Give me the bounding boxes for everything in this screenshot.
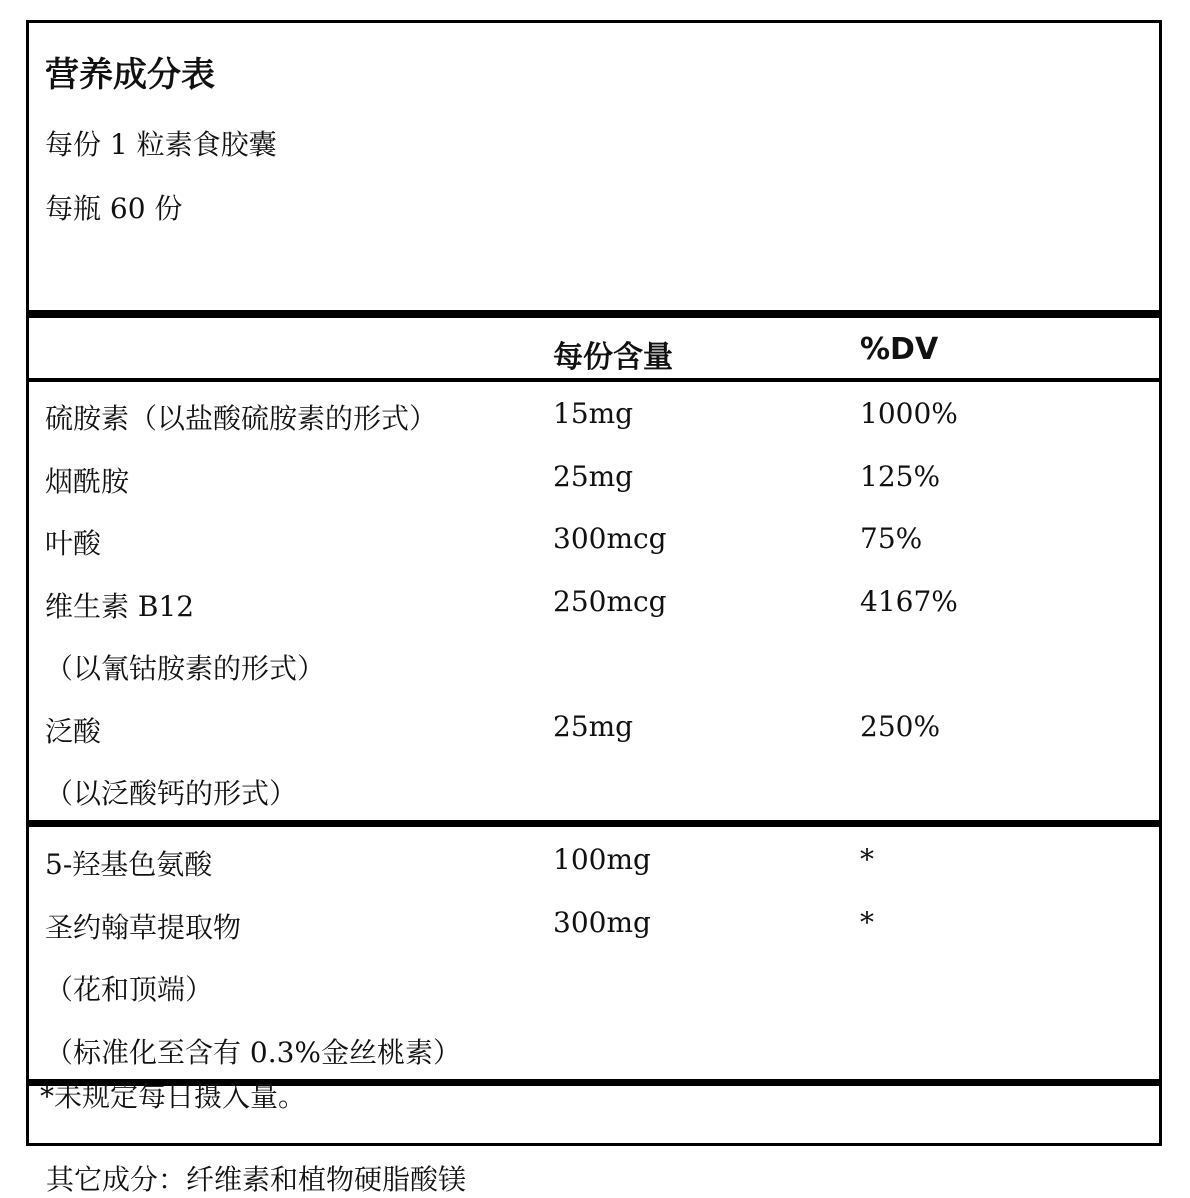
row-amount: 250mcg (553, 585, 667, 618)
footnote: *未规定每日摄入量。 (40, 1080, 307, 1113)
row-dv: 125% (860, 460, 941, 493)
row-dv: * (860, 843, 874, 876)
panel-title: 营养成分表 (45, 55, 215, 95)
row-name-detail: （花和顶端） (45, 973, 214, 1006)
thick-divider-top (29, 310, 1159, 318)
row-name: 烟酰胺 (45, 465, 130, 498)
row-name: 叶酸 (45, 527, 102, 560)
row-amount: 25mg (553, 710, 634, 743)
row-name: 泛酸 (45, 715, 102, 748)
row-name-detail: （标准化至含有 0.3%金丝桃素） (45, 1036, 462, 1069)
other-ingredients-text: 其它成分：纤维素和植物硬脂酸镁 (46, 1163, 467, 1196)
row-name-detail: （以氰钴胺素的形式） (45, 652, 326, 685)
row-dv: 4167% (860, 585, 958, 618)
header-amount: 每份含量 (553, 340, 673, 375)
row-name: 维生素 B12 (45, 590, 195, 623)
row-name: 圣约翰草提取物 (45, 911, 242, 944)
row-name-detail: （以泛酸钙的形式） (45, 777, 298, 810)
row-amount: 25mg (553, 460, 634, 493)
row-dv: 1000% (860, 397, 958, 430)
serving-size: 每份 1 粒素食胶囊 (45, 128, 277, 161)
row-name: 硫胺素（以盐酸硫胺素的形式） (45, 402, 438, 435)
row-amount: 300mcg (553, 522, 667, 555)
row-dv: * (860, 906, 874, 939)
thick-divider-middle (29, 820, 1159, 827)
row-amount: 15mg (553, 397, 634, 430)
row-dv: 75% (860, 522, 923, 555)
header-divider (29, 378, 1159, 382)
servings-per-container: 每瓶 60 份 (45, 192, 183, 225)
supplement-facts-panel (26, 20, 1162, 1146)
header-dv: %DV (860, 332, 939, 367)
row-name: 5-羟基色氨酸 (45, 848, 213, 881)
row-amount: 300mg (553, 906, 651, 939)
row-amount: 100mg (553, 843, 651, 876)
row-dv: 250% (860, 710, 941, 743)
